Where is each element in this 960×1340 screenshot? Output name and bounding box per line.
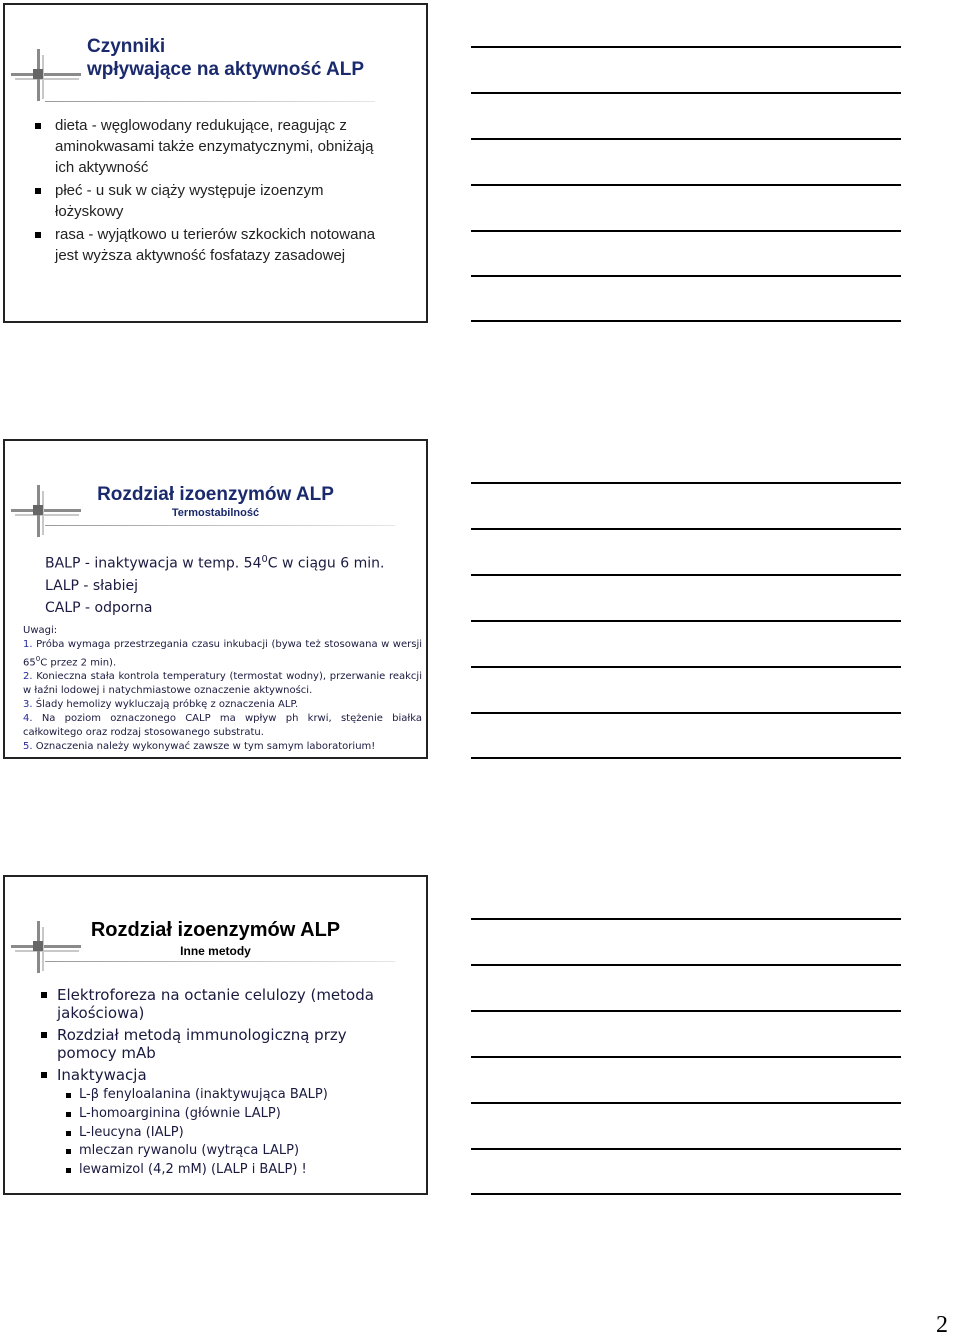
title-divider (45, 525, 395, 526)
slide-factors (3, 3, 428, 323)
page-number: 2 (936, 1312, 948, 1338)
list-item: Inaktywacja (57, 1066, 147, 1084)
notes-header: Uwagi: (23, 625, 58, 636)
note-item: 3. Ślady hemolizy wykluczają próbkę z oznaczenia ALP. (23, 699, 299, 711)
note-item: 4. Na poziom oznaczonego CALP ma wpływ ph krwi, stężenie białka całkowitego oraz rodzaj stosowanego substratu. (23, 713, 422, 739)
note-item: 2. Konieczna stała kontrola temperatury (termostat wodny), przerwanie reakcji w łaźni lodowej i natychmiastowe oznaczenie aktywności. (23, 671, 422, 697)
slide-decoration (11, 49, 81, 99)
list-item: Elektroforeza na octanie celulozy (metoda jakościowa) (57, 986, 374, 1022)
slide-subtitle: Inne metody (180, 944, 251, 958)
lalp-line: LALP - słabiej (45, 577, 139, 594)
note-item: 1. Próba wymaga przestrzegania czasu inkubacji (bywa też stosowana w wersji $65^0C$ przez 2 min). (23, 639, 422, 669)
calp-line: CALP - odporna (45, 599, 153, 616)
slide-subtitle: Termostabilność (171, 507, 260, 519)
balp-line: BALP - inaktywacja w temp. $54^0C$ w ciągu 6 min. (45, 554, 385, 572)
slide-title: Rozdział izoenzymów ALP (97, 484, 334, 505)
sub-list-item: L-homoarginina (głównie LALP) (79, 1105, 281, 1123)
title-divider (45, 101, 375, 102)
sub-list-item: L-β fenyloalanina (inaktywująca BALP) (79, 1086, 328, 1104)
list-item: dieta - węglowodany redukujące, reagując z aminokwasami także enzymatycznymi, obniżają ich aktywność (55, 115, 373, 178)
sub-list-item: mleczan rywanolu (wytrąca LALP) (79, 1142, 299, 1160)
list-item: Rozdział metodą immunologiczną przy pomocy mAb (57, 1026, 347, 1062)
inactivation-list (45, 549, 384, 619)
slide-other-methods (3, 875, 428, 1195)
list-item: płeć - u suk w ciąży występuje izoenzym łożyskowy (55, 180, 323, 222)
slide-title: Rozdział izoenzymów ALP (90, 919, 341, 941)
sub-list-item: L-leucyna (IALP) (79, 1124, 184, 1142)
list-item: rasa - wyjątkowo u terierów szkockich notowana jest wyższa aktywność fosfatazy zasadowej (55, 224, 375, 266)
slide-thermostability (3, 439, 428, 759)
notes (23, 624, 422, 754)
note-item: 5. Oznaczenia należy wykonywać zawsze w tym samym laboratorium! (23, 741, 376, 753)
title-divider (45, 961, 395, 962)
slide-title: Czynniki wpływające na aktywność ALP (87, 36, 365, 80)
sub-list-item: lewamizol (4,2 mM) (LALP i BALP) ! (79, 1161, 307, 1179)
